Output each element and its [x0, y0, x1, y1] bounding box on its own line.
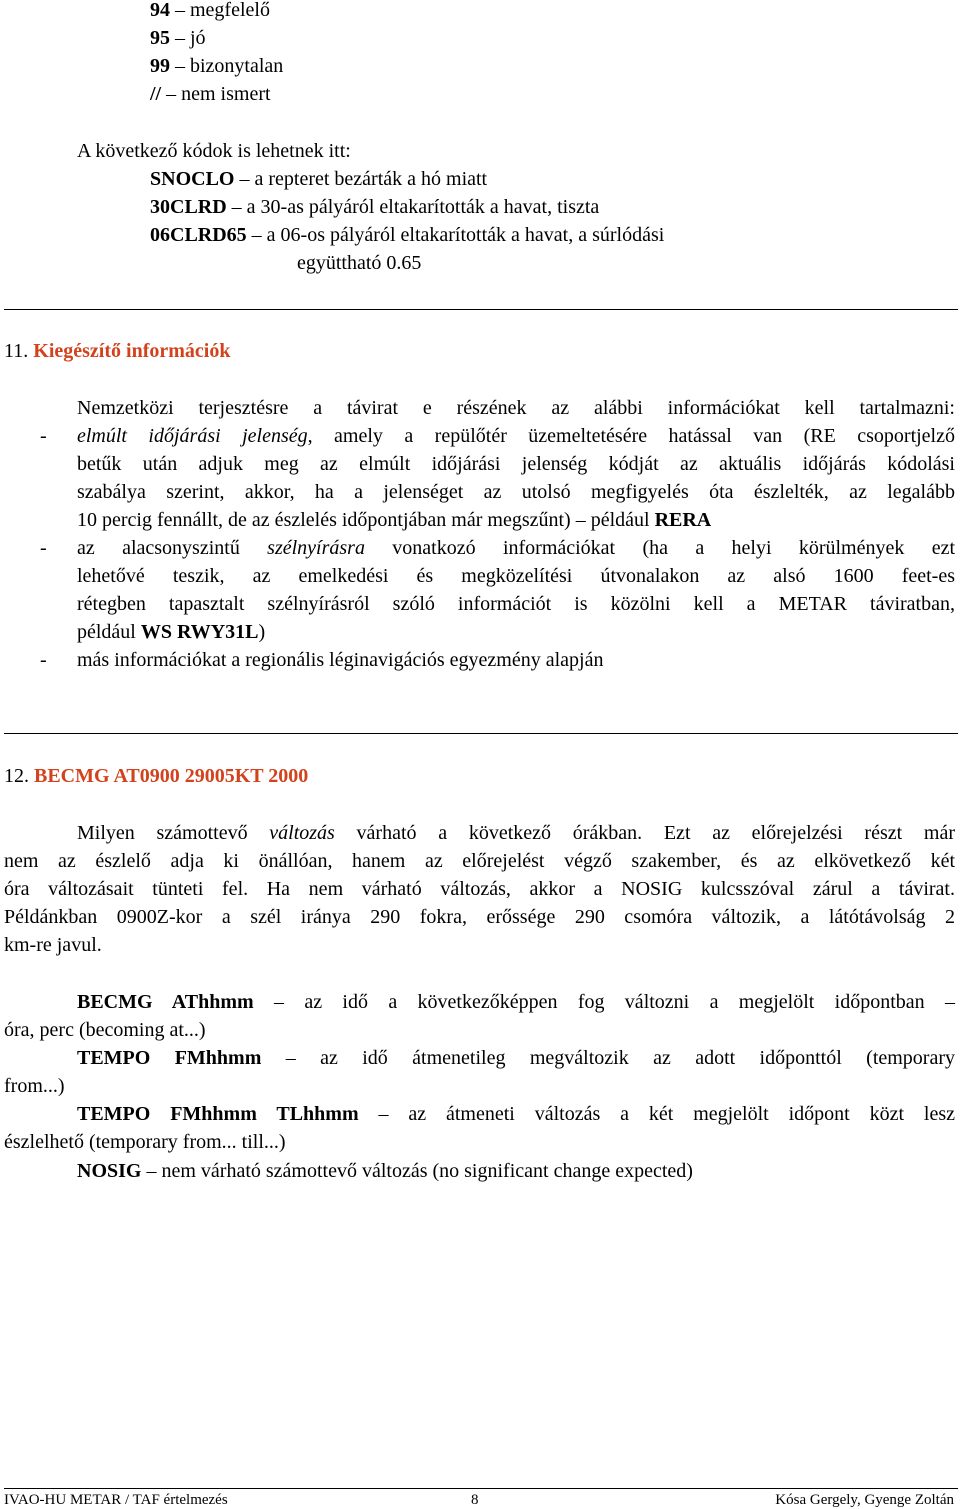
- bullet-1-term: elmúlt időjárási jelenség: [77, 425, 308, 447]
- definition-line: észlelhető (temporary from... till...): [4, 1131, 286, 1153]
- bullet-dash: -: [40, 649, 47, 671]
- code-desc: – bizonytalan: [175, 55, 284, 77]
- bullet-2-term: szélnyírásra: [267, 537, 365, 559]
- definition-code: TEMPO FMhhmm: [77, 1047, 262, 1069]
- extra-intro: A következő kódok is lehetnek itt:: [77, 140, 351, 162]
- footer-authors: Kósa Gergely, Gyenge Zoltán: [775, 1492, 954, 1508]
- extra-code-item: [150, 193, 599, 221]
- paragraph-text: Milyen számottevő: [77, 822, 270, 844]
- bullet-1-line: [77, 422, 955, 450]
- paragraph-line: Példánkban 0900Z-kor a szél iránya 290 fokra, erőssége 290 csomóra változik, a látótávolság 2: [4, 906, 955, 928]
- definition-line: óra, perc (becoming at...): [4, 1019, 206, 1041]
- section-number: 11.: [4, 340, 29, 362]
- footer-rule: [4, 1488, 958, 1489]
- code: 94: [150, 0, 170, 21]
- bullet-2-line: lehetővé teszik, az emelkedési és megközelítési útvonalakon az alsó 1600 feet-es: [77, 565, 955, 587]
- paragraph-line: km-re javul.: [4, 934, 102, 956]
- bullet-1-text: , amely a repülőtér üzemeltetésére hatással van (RE csoportjelző: [307, 425, 955, 447]
- definition-text: – az idő átmenetileg megváltozik az adott időponttól (temporary: [285, 1047, 956, 1069]
- code: 99: [150, 55, 170, 77]
- bullet-1-example: RERA: [654, 509, 712, 531]
- code: //: [150, 83, 162, 105]
- footer-title: IVAO-HU METAR / TAF értelmezés: [4, 1492, 228, 1508]
- definition-line: [77, 988, 955, 1016]
- bullet-1-line: szabálya szerint, akkor, ha a jelenséget az utolsó megfigyelés óta észlelték, az legalább: [77, 481, 955, 503]
- definition-line: [77, 1157, 693, 1185]
- code-item: [150, 24, 206, 52]
- bullet-dash: -: [40, 537, 47, 559]
- section-title: Kiegészítő információk: [33, 340, 231, 362]
- paragraph-line: [77, 819, 955, 847]
- paragraph-line: nem az észlelő adja ki önállóan, hanem az előrejelést végző szakember, és az elkövetkező két: [4, 850, 955, 872]
- paragraph-text: várható a következő órákban. Ezt az előrejelzési részt már: [334, 822, 955, 844]
- code-item: [150, 0, 270, 24]
- code: 30CLRD: [150, 196, 227, 218]
- code-desc: – megfelelő: [175, 0, 270, 21]
- section-number: 12.: [4, 765, 29, 787]
- code-desc: – a 06-os pályáról eltakarították a havat, a súrlódási: [251, 224, 665, 246]
- code: SNOCLO: [150, 168, 235, 190]
- section-divider: [4, 309, 958, 310]
- bullet-2-line: [77, 534, 955, 562]
- code: 95: [150, 27, 170, 49]
- bullet-2-text: például: [77, 621, 141, 643]
- definition-line: [77, 1044, 955, 1072]
- definition-line: from...): [4, 1075, 65, 1097]
- section-11-intro: Nemzetközi terjesztésre a távirat e részének az alábbi információkat kell tartalmazni:: [77, 397, 955, 419]
- section-11-heading: [4, 337, 230, 365]
- bullet-1-text: 10 percig fennállt, de az észlelés időpontjában már megszűnt) – például: [77, 509, 655, 531]
- bullet-1-line: betűk után adjuk meg az elmúlt időjárási jelenség kódját az aktuális időjárás kódolási: [77, 453, 955, 475]
- definition-text: – nem várható számottevő változás (no significant change expected): [146, 1160, 693, 1182]
- definition-code: BECMG AThhmm: [77, 991, 254, 1013]
- page-number: 8: [471, 1492, 479, 1508]
- extra-code-continuation: együttható 0.65: [297, 252, 422, 274]
- definition-text: – az átmeneti változás a két megjelölt időpont közt lesz: [378, 1103, 955, 1125]
- paragraph-term: változás: [269, 822, 335, 844]
- section-title: BECMG AT0900 29005KT 2000: [34, 765, 309, 787]
- extra-code-item: [150, 221, 664, 249]
- bullet-1-line: [77, 506, 711, 534]
- bullet-dash: -: [40, 425, 47, 447]
- definition-text: – az idő a következőképpen fog változni a megjelölt időpontban –: [274, 991, 955, 1013]
- bullet-2-line: [77, 618, 265, 646]
- extra-code-item: [150, 165, 487, 193]
- code-desc: – nem ismert: [166, 83, 271, 105]
- section-12-heading: [4, 762, 308, 790]
- section-divider: [4, 733, 958, 734]
- bullet-2-example: WS RWY31L: [140, 621, 259, 643]
- code-item: [150, 52, 283, 80]
- code-item: [150, 80, 271, 108]
- code-desc: – a 30-as pályáról eltakarították a havat, tiszta: [231, 196, 600, 218]
- code-desc: – jó: [175, 27, 206, 49]
- bullet-3-line: más információkat a regionális léginavigációs egyezmény alapján: [77, 649, 604, 671]
- code: 06CLRD65: [150, 224, 247, 246]
- bullet-2-line: rétegben tapasztalt szélnyírásról szóló információt is közölni kell a METAR táviratban,: [77, 593, 955, 615]
- bullet-2-text: vonatkozó információkat (ha a helyi körülmények ezt: [364, 537, 956, 559]
- definition-code: NOSIG: [77, 1160, 142, 1182]
- definition-line: [77, 1100, 955, 1128]
- bullet-2-text: az alacsonyszintű: [77, 537, 268, 559]
- code-desc: – a repteret bezárták a hó miatt: [239, 168, 488, 190]
- paragraph-line: óra változásait tünteti fel. Ha nem várható változás, akkor a NOSIG kulcsszóval zárul a távirat.: [4, 878, 955, 900]
- bullet-2-text: ): [258, 621, 266, 643]
- definition-code: TEMPO FMhhmm TLhhmm: [77, 1103, 359, 1125]
